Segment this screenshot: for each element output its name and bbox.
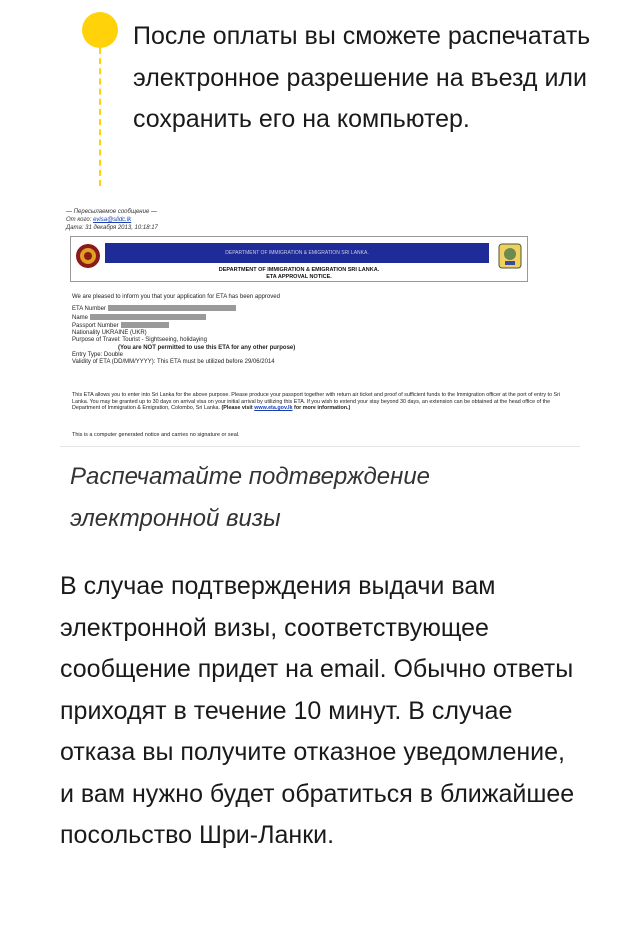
eta-approval-screenshot	[60, 206, 580, 447]
notice-title: ETA APPROVAL NOTICE.	[266, 273, 332, 280]
field-validity: Validity of ETA (DD/MM/YYYY): This ETA must be utilized before 29/06/2014	[72, 359, 275, 366]
field-passport: Passport Number	[72, 322, 295, 330]
field-nationality: Nationality UKRAINE (UKR)	[72, 330, 147, 337]
image-caption: Распечатайте подтверждение электронной визы	[70, 463, 431, 532]
notice-body	[72, 294, 295, 367]
redacted-bar	[108, 305, 236, 311]
document-header	[70, 236, 528, 282]
immigration-emblem-icon	[497, 243, 523, 269]
step-item	[0, 0, 638, 200]
field-purpose: Purpose of Travel: Tourist - Sightseeing, holidaying	[72, 337, 207, 344]
eta-website-link[interactable]: www.eta.gov.lk	[254, 405, 293, 412]
sender-email-link[interactable]: evisa@slidc.lk	[93, 217, 132, 223]
header-blue-band	[105, 243, 489, 263]
forwarded-header	[66, 208, 158, 232]
redacted-bar	[121, 322, 169, 328]
main-paragraph: В случае подтверждения выдачи вам электронной визы, соответствующее сообщение придет на email. Обычно ответы приходят в течение 10 минут. В случае отказа вы получите отказное уведомление, и вам нужно будет обратиться в ближайшее посольство Шри-Ланки.	[60, 572, 575, 849]
notice-paragraph: This ETA allows you to enter into Sri Lanka for the above purpose. Please produce your passport together with return air ticket and proof of sufficient funds to the Immigration officer at the port of entry to Sri Lanka. You may be granted up to 30 days on arrival visa on your initial arrival by utilizing this ETA. If you wish to extend your stay beyond 30 days, an extension can be obtained at the head office of the Department of Immigration & Emigration, Colombo, Sri Lanka. (Please visit www.eta.gov.lk for more information.)	[72, 392, 561, 412]
purpose-note: (You are NOT permitted to use this ETA for any other purpose)	[118, 344, 296, 351]
field-name: Name	[72, 314, 295, 322]
step-marker-dot	[82, 12, 118, 48]
forwarded-date: Дата: 31 декабря 2013, 10:18:17	[66, 225, 158, 231]
redacted-bar	[90, 314, 206, 320]
step-text: После оплаты вы сможете распечатать электронное разрешение на въезд или сохранить его на компьютер.	[133, 22, 591, 133]
step-dashed-line	[99, 48, 101, 186]
field-entry-type: Entry Type: Double	[72, 352, 123, 359]
sri-lanka-emblem-icon	[75, 243, 101, 269]
forwarded-title: — Пересылаемое сообщение —	[66, 209, 157, 215]
field-eta-number: ETA Number	[72, 305, 295, 313]
notice-intro: We are pleased to inform you that your application for ETA has been approved	[72, 294, 280, 300]
department-title: DEPARTMENT OF IMMIGRATION & EMIGRATION SRI LANKA. ETA APPROVAL NOTICE.	[71, 267, 527, 280]
header-band-text: DEPARTMENT OF IMMIGRATION & EMIGRATION SRI LANKA.	[225, 250, 369, 256]
notice-footer: This is a computer generated notice and carries no signature or seal.	[72, 432, 240, 438]
forwarded-from: От кого: evisa@slidc.lk	[66, 217, 132, 223]
